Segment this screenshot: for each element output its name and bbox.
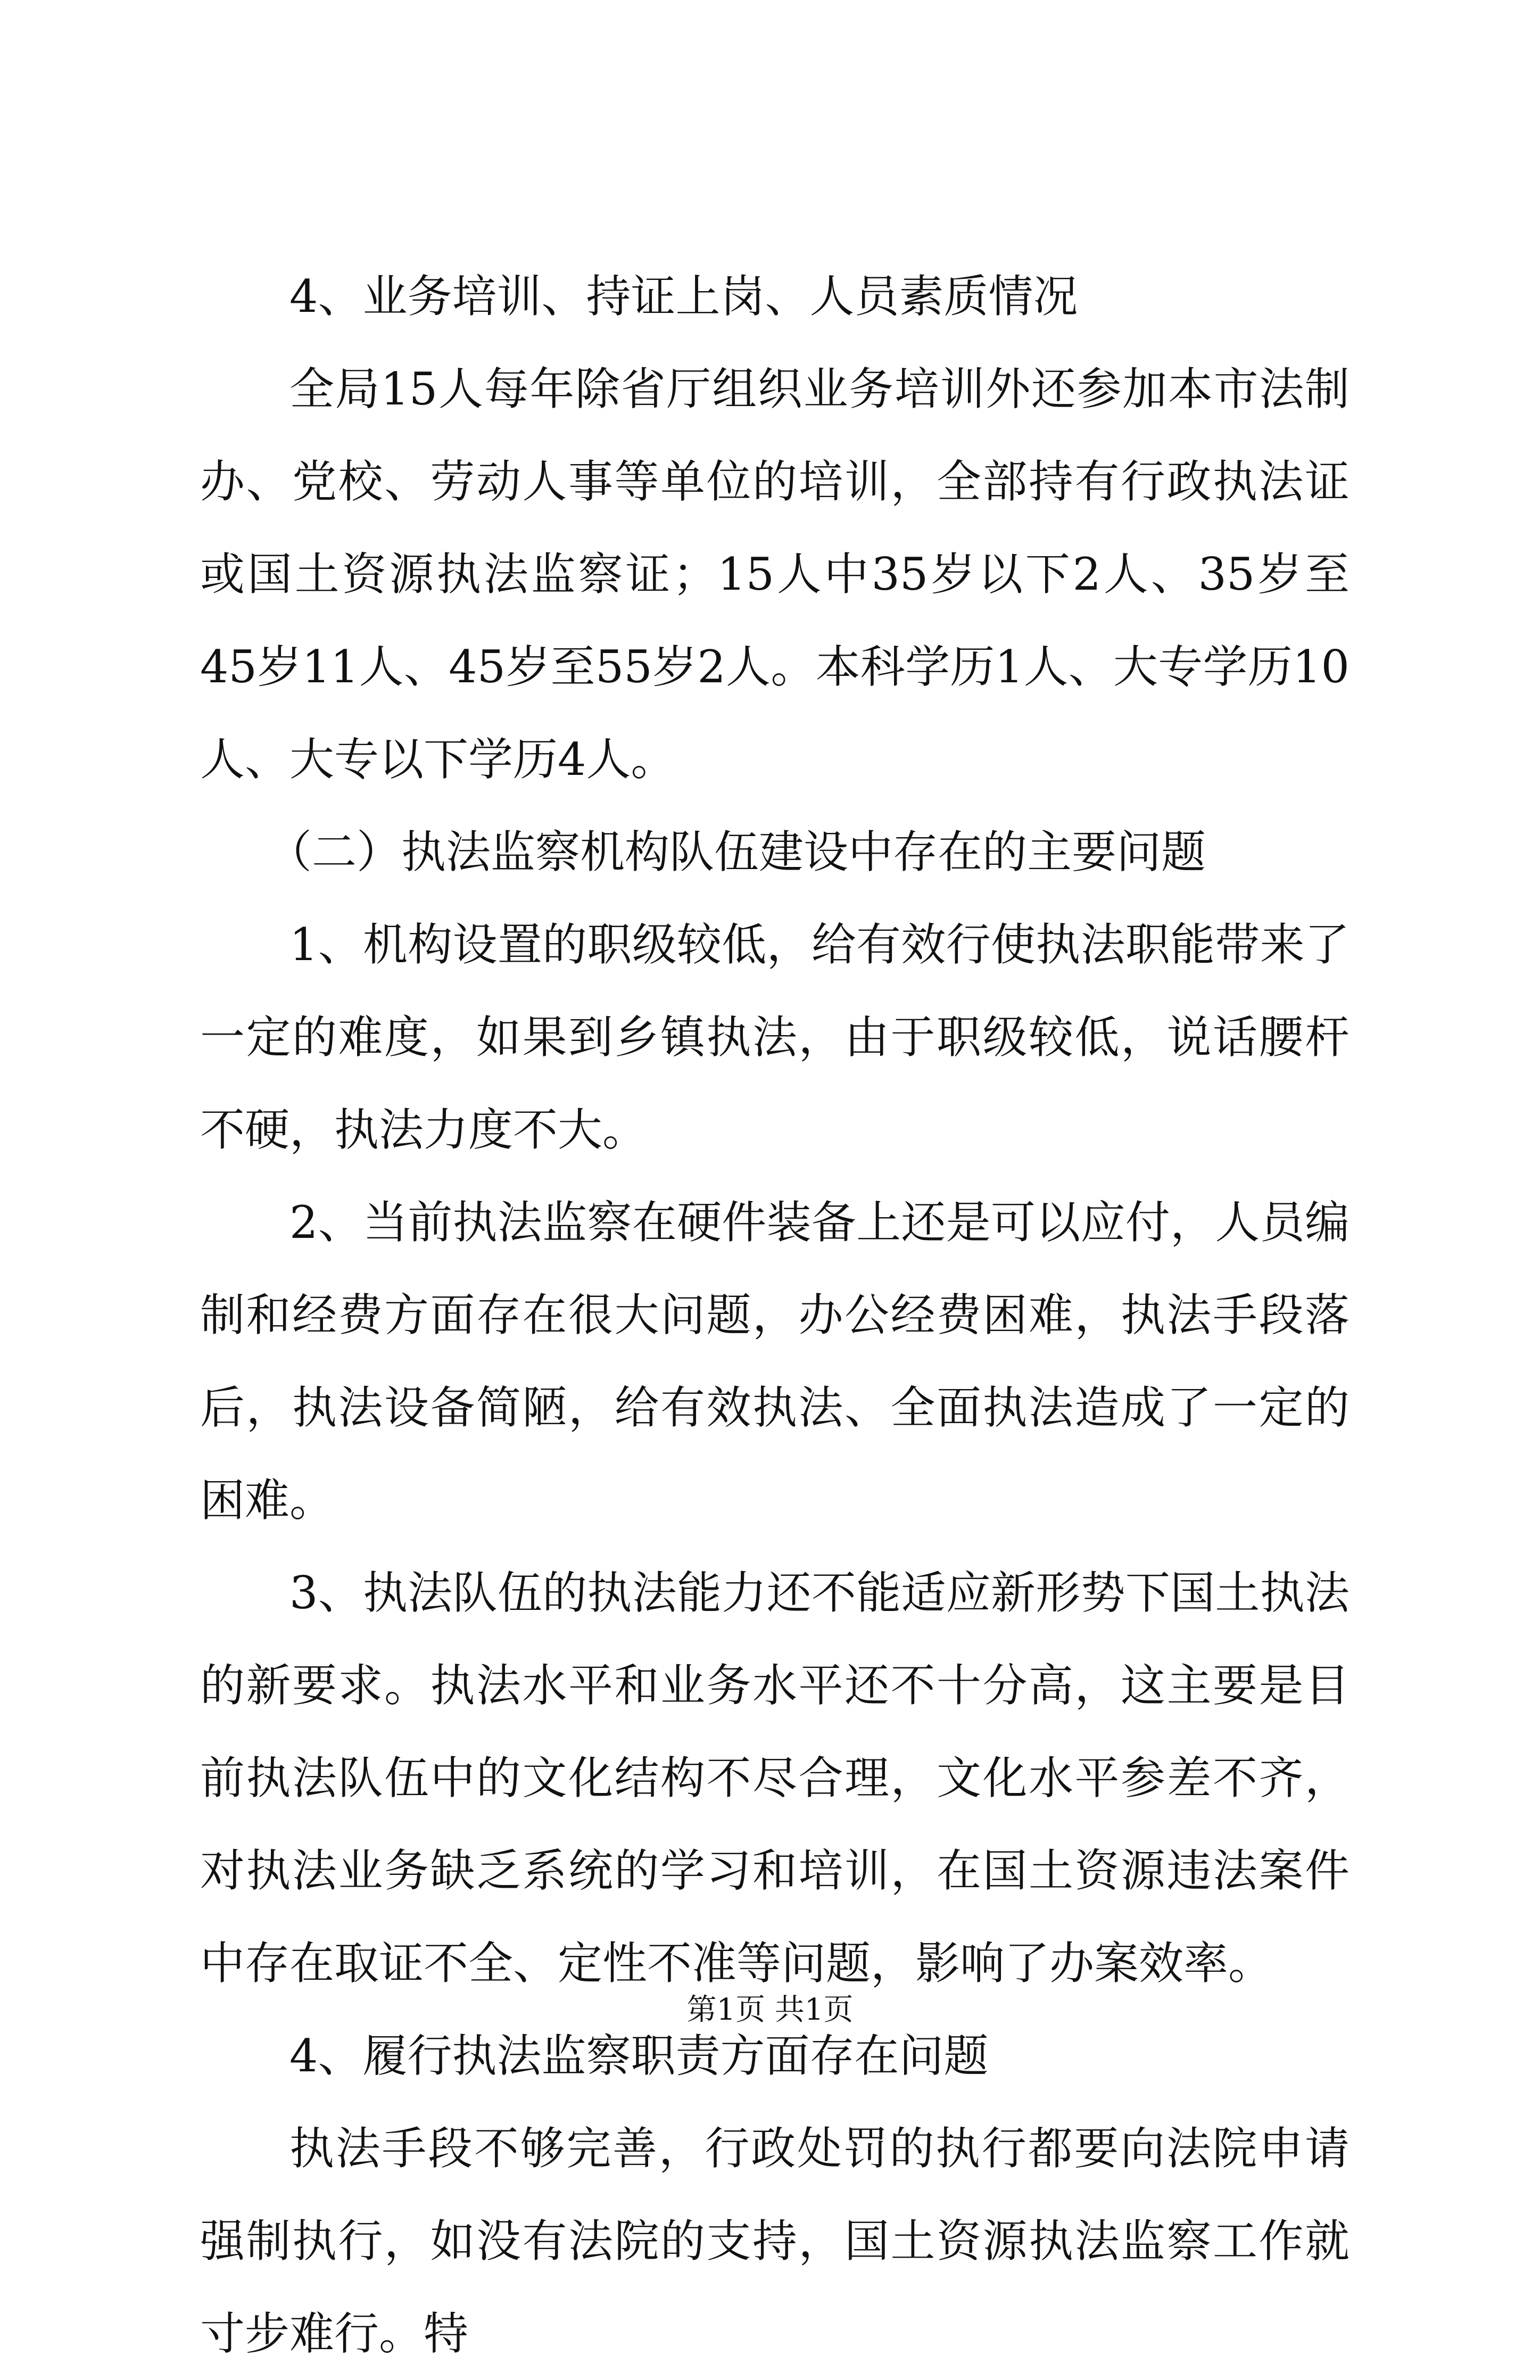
paragraph-enforcement-means: 执法手段不够完善，行政处罚的执行都要向法院申请强制执行，如没有法院的支持，国土资源执法监察工作就寸步难行。特 (200, 2122, 1349, 2360)
paragraph-problem-1: 1、机构设置的职级较低，给有效行使执法职能带来了一定的难度，如果到乡镇执法，由于职级较低，说话腰杆不硬，执法力度不大。 (200, 919, 1349, 1156)
section-heading-main-problems: （二）执法监察机构队伍建设中存在的主要问题 (267, 826, 1206, 878)
document-body (200, 250, 1349, 2380)
section-heading-duties: 4、履行执法监察职责方面存在问题 (289, 2030, 989, 2082)
page-footer: 第1页 共1页 (686, 1993, 854, 2027)
paragraph-problem-2: 2、当前执法监察在硬件装备上还是可以应付，人员编制和经费方面存在很大问题，办公经费困难，执法手段落后，执法设备简陋，给有效执法、全面执法造成了一定的困难。 (200, 1196, 1349, 1526)
paragraph-problem-3: 3、执法队伍的执法能力还不能适应新形势下国土执法的新要求。执法水平和业务水平还不十分高，这主要是目前执法队伍中的文化结构不尽合理，文化水平参差不齐，对执法业务缺乏系统的学习和培训，在国土资源违法案件中存在取证不全、定性不准等问题，影响了办案效率。 (200, 1567, 1349, 1989)
section-heading-training: 4、业务培训、持证上岗、人员素质情况 (289, 270, 1078, 323)
paragraph-staff-training: 全局15人每年除省厅组织业务培训外还参加本市法制办、党校、劳动人事等单位的培训，全部持有行政执法证或国土资源执法监察证；15人中35岁以下2人、35岁至45岁11人、45岁至55岁2人。本科学历1人、大专学历10人、大专以下学历4人。 (200, 363, 1349, 786)
